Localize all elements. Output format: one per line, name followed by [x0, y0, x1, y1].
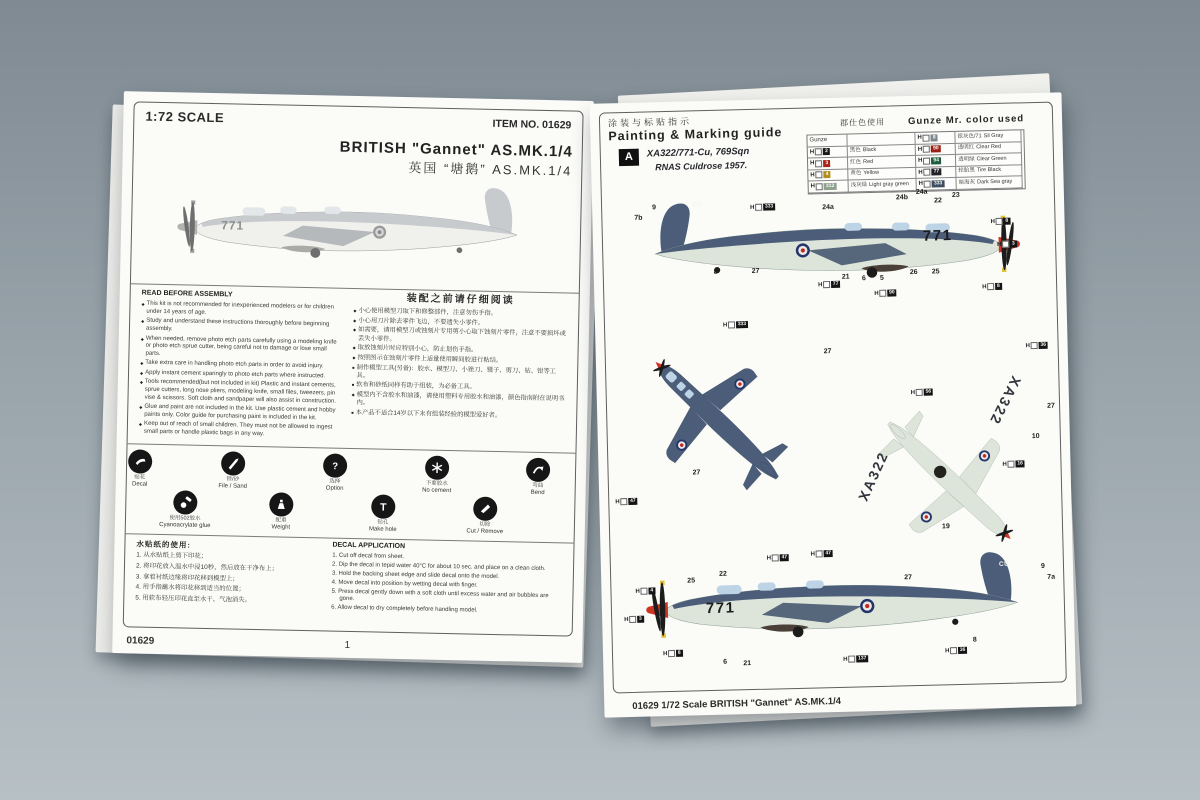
bend-icon [526, 458, 550, 482]
part-callout: 27 [692, 469, 701, 477]
read-before-heading: READ BEFORE ASSEMBLY [141, 289, 233, 299]
read-before-assembly-chinese [351, 292, 568, 423]
right-painting-guide-page [590, 92, 1077, 717]
part-callout: 25 [931, 268, 940, 276]
read-before-heading-cn: 装配之前请仔细阅读 [406, 293, 515, 307]
gunze-color-table [806, 129, 1025, 194]
decal-usage-chinese: 水贴纸的使用: 1. 从水贴纸上剪下印花； 2. 将印花放入温水中浸10秒，然后放在干净布上； 3. 拿着衬纸边缘将印花移到模型上； 4. 用手指蘸水将印花移到适当的位置； 5. 用软布轻压印花直至水干、气泡消失。 [135, 540, 326, 610]
profile-view-port [617, 540, 1065, 669]
list-item: ◆ Keep out of reach of small children. They must not be allowed to ingest small parts or handle plastic bags in any way. [138, 421, 333, 438]
part-callout: 5 [879, 274, 884, 282]
paint-code: H 4 [808, 169, 848, 181]
painting-guide-heading-en: Painting & Marking guide [608, 125, 783, 144]
boxart-aircraft-sketch [144, 172, 566, 289]
kit-title-english: BRITISH "Gannet" AS.MK.1/4 [339, 138, 573, 161]
part-callout: 27 [1047, 402, 1055, 410]
bullet-icon: ◆ [138, 421, 143, 428]
list-item: ■ 软布和砂纸同样有助于组装，为必备工具。 [351, 381, 476, 391]
paint-ref-chip: H 36 [1026, 342, 1049, 350]
footer-item-number: 01629 [126, 635, 155, 647]
bullet-icon: ◆ [140, 336, 144, 342]
scale-label: 1:72 SCALE [145, 108, 225, 126]
paint-name: 暗海灰 Dark Sea gray [956, 176, 1022, 189]
part-callout: 7b [634, 214, 643, 222]
symbol-option: ? 选择 Option [291, 453, 380, 494]
glue-icon [173, 490, 197, 514]
symbol-decal: 贴花 Decal [96, 449, 185, 490]
paint-name: 透明绿 Clear Green [956, 153, 1022, 166]
paint-code: H 8 [915, 132, 955, 144]
paint-code: H 94 [916, 155, 956, 167]
part-callout: 9 [652, 204, 657, 212]
symbol-bend: 弯曲 Bend [494, 457, 583, 498]
wing-serial-2: XA322 [854, 448, 892, 504]
paint-ref-chip: H 90 [874, 289, 897, 297]
paint-name: 黄色 Yellow [848, 167, 916, 180]
list-item: ◆ This kit is not recommended for inexperienced modelers or for children under 14 years of age. [141, 301, 335, 317]
paint-code: H 2 [808, 146, 848, 158]
paint-name: 透明红 Clear Red [956, 142, 1022, 155]
part-callout: 21 [841, 273, 850, 281]
paint-ref-chip: H 77 [818, 281, 841, 289]
list-item: ◆ 如需要，请用模型刀或蚀刻片专用剪小心取下蚀刻片零件，注意不要损坏或丢失小零件。 [352, 326, 566, 343]
scheme-squadron: RNAS Culdrose 1957. [655, 160, 748, 173]
paint-ref-chip: H 3 [997, 240, 1017, 247]
part-callout: 24b [895, 194, 909, 202]
nose-number-top: 771 [922, 227, 953, 245]
symbol-make-hole: T 钻孔 Make hole [339, 494, 428, 535]
bullet-icon: ◆ [353, 307, 357, 314]
part-callout: 24a [915, 188, 928, 196]
question-icon [323, 453, 347, 477]
list-item: ■ 本产品不适合14岁以下未有组装经验的模型爱好者。 [351, 408, 502, 420]
wing-serial-1: XA322 [986, 373, 1025, 428]
item-number: ITEM NO. 01629 [492, 117, 572, 132]
paint-name: 银灰色/71 Sil Gray [955, 130, 1021, 143]
list-item: ■ 制作模型工具(另备)：胶水、模型刀、小锉刀、镊子、剪刀、钻、钳等工具。 [352, 363, 557, 380]
scheme-aircraft-id: XA322/771-Cu, 769Sqn [646, 145, 750, 160]
scheme-letter-badge: A [619, 149, 639, 166]
paint-code: H 3 [808, 158, 848, 170]
bullet-icon: ■ [351, 382, 355, 388]
kit-title-chinese: 英国 “塘鹅” AS.MK.1/4 [408, 160, 573, 179]
svg-text:T: T [379, 501, 387, 514]
list-item: ◆ Tools recommended(but not included in kit) Plastic and instant cements, sprue cutters, long nose pliers, modeling knife, small files, tweezers, pin vise & scissors. Soft cloth and sandpaper will also assist in construction. [139, 379, 337, 405]
part-callout: 27 [823, 348, 832, 356]
symbol-cut-remove: 切除 Cut / Remove [441, 496, 530, 537]
paint-code: H 333 [917, 178, 957, 190]
list-item: ◆ Study and understand these instructions thoroughly before beginning assembly. [141, 318, 330, 333]
paint-name: 轮胎黑 Tire Black [956, 165, 1022, 178]
part-callout: 24a [822, 203, 834, 212]
paint-code: H 77 [916, 166, 956, 178]
symbol-weight: 配重 Weight [237, 492, 326, 533]
list-item: ◆ 小心用刀片除去零件飞边，不要遗失小零件。 [353, 316, 485, 327]
paint-code: H 312 [809, 181, 849, 193]
sketch-side-profile [144, 172, 566, 289]
sketch-nose-number: 771 [221, 218, 245, 233]
paint-ref-chip: H 8 [982, 283, 1002, 290]
list-item: ◆ 取放蚀刻片时应特别小心，防止划伤手指。 [352, 344, 478, 354]
list-item: ◆ Apply instant cement sparingly to photo etch parts where instructed. [139, 369, 326, 380]
bullet-icon: ◆ [352, 327, 357, 333]
gunze-label-cn: 郡仕色使用 [840, 117, 886, 128]
part-callout: 27 [751, 267, 760, 275]
paint-ref-chip: H 56 [911, 389, 934, 397]
bullet-icon: ◆ [351, 392, 355, 398]
symbol-cyanoacrylate: 使用502胶水 Cyanoacrylate glue [141, 490, 230, 531]
part-callout: 23 [951, 191, 960, 200]
aircraft-side-profile-bottom [617, 540, 1065, 669]
decal-usage-heading-cn: 水贴纸的使用: [136, 539, 192, 550]
part-callout: 27 [904, 574, 913, 582]
drill-icon [371, 494, 395, 518]
paint-ref-chip: H 4 [635, 587, 655, 594]
paint-ref-chip: H 8 [990, 218, 1010, 225]
part-callout: 6 [861, 275, 866, 283]
paint-ref-chip: H 47 [615, 498, 638, 506]
paint-ref-chip: H 8 [663, 650, 683, 657]
list-item: ◆ 模型内不含胶水和油漆，请使用塑料专用胶水和油漆，颜色指南附在说明书内。 [351, 391, 565, 407]
page-number: 1 [344, 639, 351, 651]
paint-code: H 90 [916, 143, 956, 155]
bullet-icon: ◆ [353, 317, 357, 323]
decal-application-english: DECAL APPLICATION 1. Cut off decal from sheet. 2. Dip the decal in tepid water 40°C for about 10 sec. and place on a clean cloth. 3. Hold the backing sheet edge and slide decal onto the model. 4. Move decal into position by wetting decal with finger. 5. Press decal gently down with a soft cloth until excess water and air bubbles are gone. 6. Allow decal to dry completely before handling model. [331, 542, 564, 619]
part-callout: 22 [933, 197, 942, 205]
decal-application-heading: DECAL APPLICATION [332, 541, 406, 551]
gunze-label-en: Gunze Mr. color used [907, 113, 1025, 128]
part-callout: 9 [1040, 562, 1045, 570]
fin-code-top: CU [691, 201, 703, 209]
bullet-icon: ◆ [352, 354, 356, 360]
bullet-icon: ◆ [141, 301, 145, 308]
list-item: ◆ When needed, remove photo etch parts carefully using a modeling knife or photo etch sprue cutter, being careful not to damage or lose small parts. [140, 335, 337, 358]
nose-number-bottom: 771 [705, 599, 736, 618]
bullet-icon: ◆ [139, 380, 143, 386]
no-cement-icon [425, 456, 449, 480]
part-callout: 10 [1031, 432, 1040, 441]
right-page-footer: 01629 1/72 Scale BRITISH "Gannet" AS.MK.1/4 [632, 695, 842, 712]
paint-ref-chip: H 47 [811, 550, 834, 558]
paint-name: 红色 Red [848, 156, 916, 169]
paint-ref-chip: H 137 [843, 655, 868, 663]
file-icon [221, 451, 245, 475]
paint-ref-chip: H 3 [624, 616, 644, 623]
paint-name: 黑色 Black [848, 144, 916, 157]
list-item: ◆ 小心使用模型刀取下和修整部件，注意勿伤手指。 [353, 307, 498, 318]
paint-name: 浅灰绿 Light gray green [849, 179, 917, 192]
part-callout: 22 [719, 570, 727, 578]
part-callout: 21 [743, 660, 752, 668]
fin-code-bottom: CU [998, 560, 1010, 568]
bullet-icon: ■ [351, 409, 354, 415]
bullet-icon: ◆ [352, 345, 356, 351]
paint-ref-chip: H 333 [723, 321, 748, 329]
symbol-no-cement: 不要胶水 No cement [393, 455, 482, 496]
part-callout: 19 [941, 523, 950, 531]
bullet-icon: ◆ [139, 370, 144, 376]
painting-guide-heading-cn: 涂装与标贴指示 [607, 116, 693, 129]
part-callout: 8 [972, 636, 977, 644]
bullet-icon: ◆ [140, 361, 144, 367]
bullet-icon: ◆ [141, 319, 145, 325]
part-callout: 25 [687, 577, 696, 585]
symbol-file-sand: 锉/砂 File / Sand [189, 451, 278, 492]
weight-icon [269, 492, 293, 516]
list-item: ◆ 按照图示在蚀刻片零件上适量使用瞬间胶进行粘结。 [352, 353, 503, 364]
part-callout: 26 [909, 268, 918, 277]
part-callout: 6 [723, 658, 728, 666]
paint-ref-chip: H 333 [750, 203, 775, 211]
bullet-icon: ◆ [139, 404, 143, 410]
table-header-gunze: Gunze [807, 135, 847, 147]
part-callout: 7a [1047, 573, 1056, 581]
bullet-icon: ■ [352, 364, 355, 370]
left-instruction-page [112, 91, 594, 663]
cut-icon [473, 497, 497, 521]
svg-text:?: ? [332, 461, 339, 473]
part-callout: 8 [713, 268, 718, 276]
paint-ref-chip: H 16 [1002, 460, 1025, 468]
list-item: ◆ Glue and paint are not included in the kit. Use plastic cement and hobby paints only. Color guide for purchasing paint is included in the kit. [139, 403, 336, 422]
paint-ref-chip: H 47 [767, 554, 790, 562]
paint-ref-chip: H 36 [945, 647, 968, 655]
read-before-assembly-english [139, 290, 340, 443]
decal-icon [128, 449, 152, 473]
list-item: ◆ Take extra care in handling photo etch parts in order to avoid injury. [140, 360, 324, 370]
